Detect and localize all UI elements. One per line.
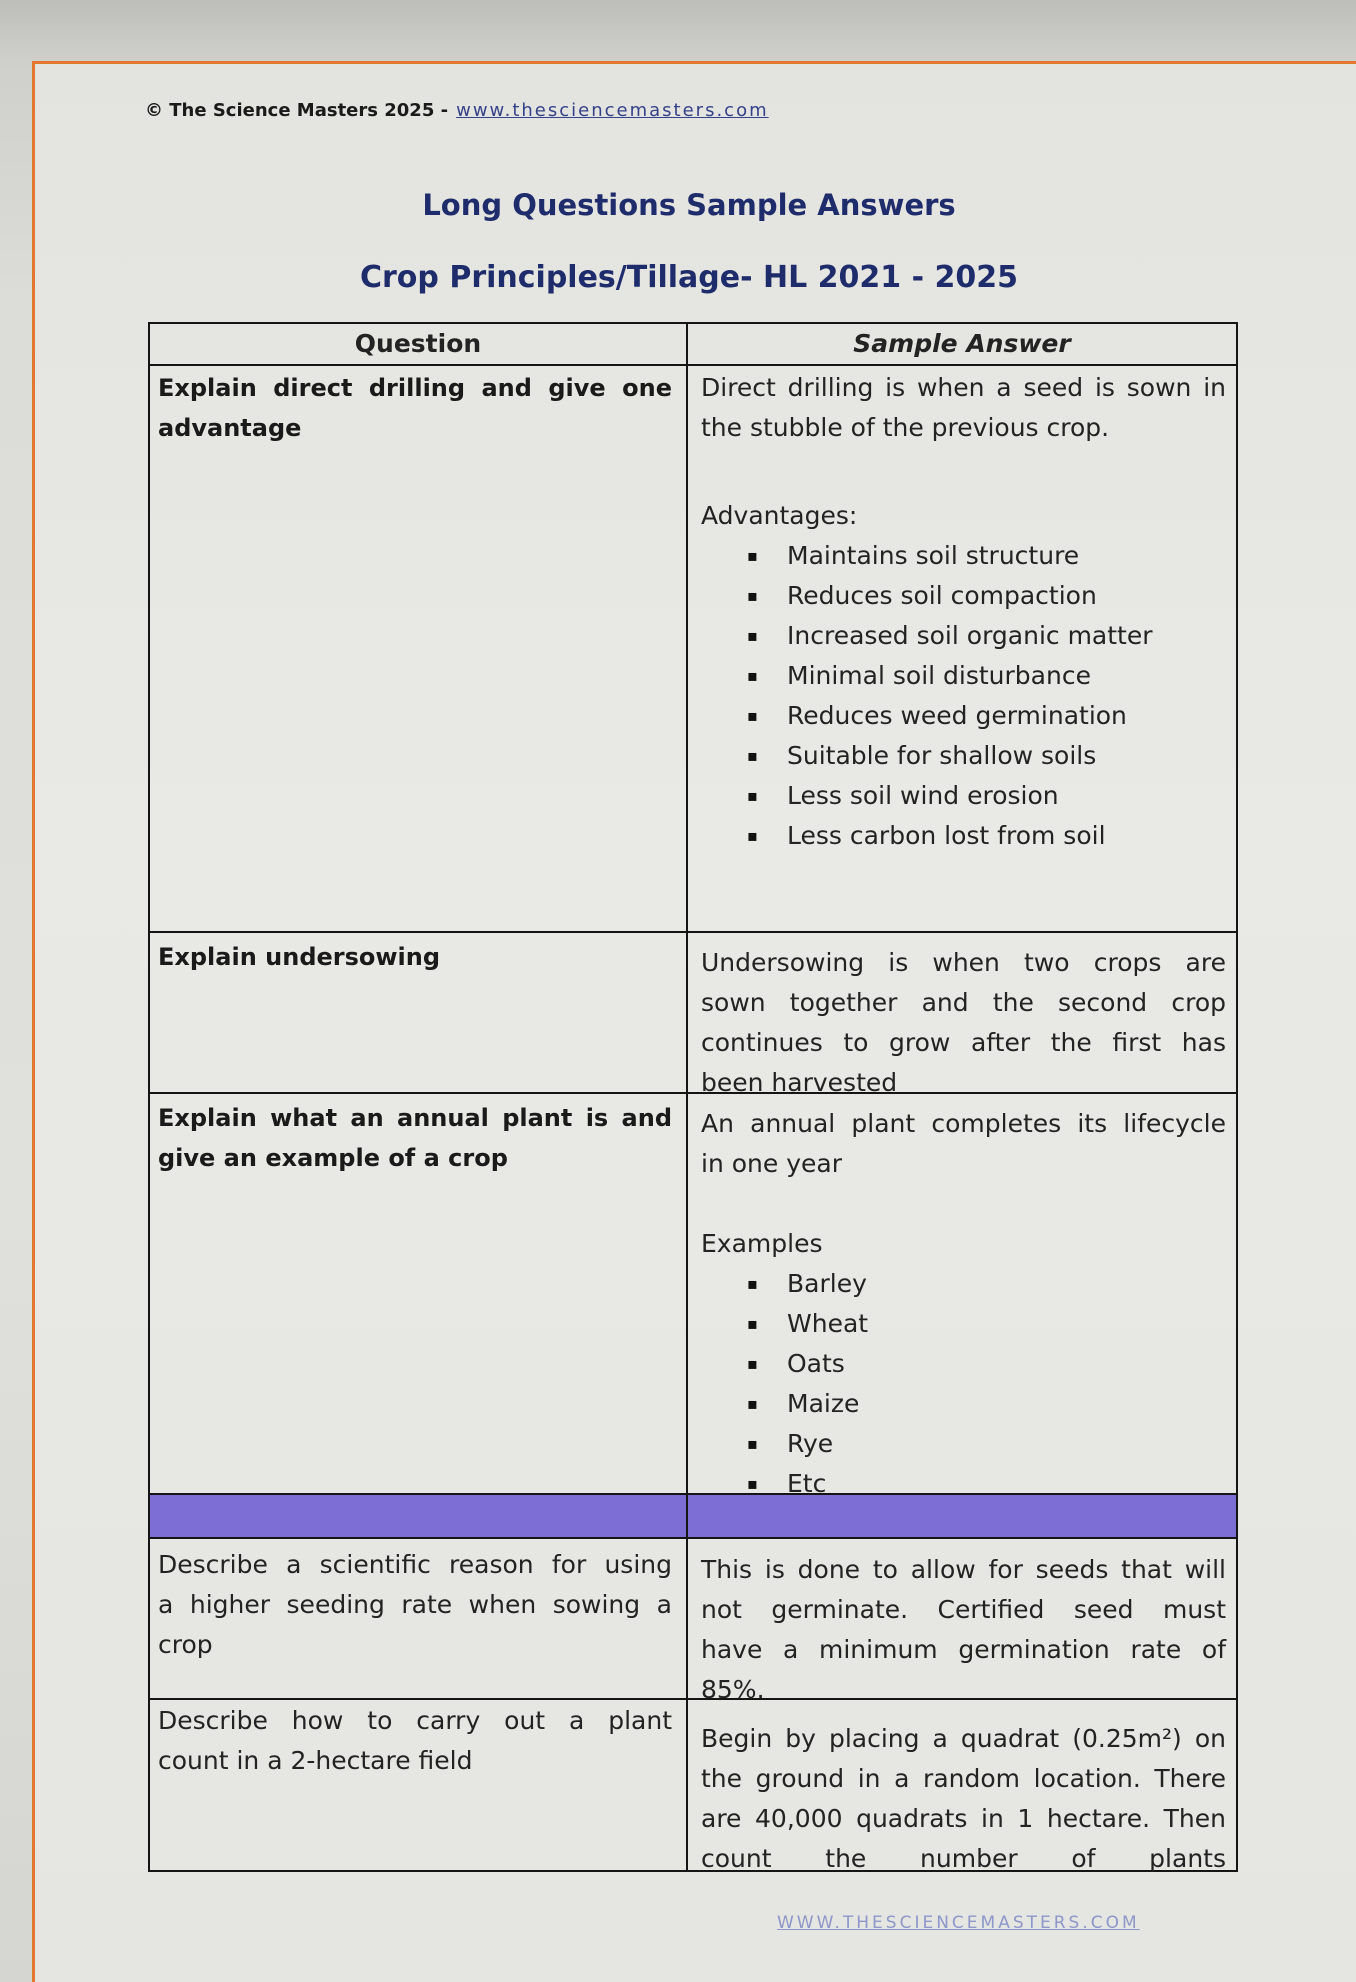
advantages-list <box>701 536 1226 856</box>
question-line: advantage <box>158 414 302 442</box>
answer-cell <box>688 366 1238 933</box>
answer-cell <box>688 1539 1238 1704</box>
question-line: crop <box>158 1630 213 1659</box>
answer-cell <box>688 1700 1238 1872</box>
qa-table <box>148 322 1238 1872</box>
list-item <box>701 1344 1226 1384</box>
answer-line: been harvested <box>701 1068 898 1097</box>
website-link[interactable]: www.thesciencemasters.com <box>456 100 769 121</box>
list-item <box>701 576 1226 616</box>
footer-website-link[interactable]: WWW.THESCIENCEMASTERS.COM <box>777 1913 1140 1933</box>
list-item-text: Wheat <box>787 1309 869 1338</box>
answer-line: 85%. <box>701 1675 765 1704</box>
answer-line: not germinate. Certified seed must <box>701 1595 1226 1624</box>
question-line: Describe a scientific reason for using <box>158 1550 672 1579</box>
question-cell <box>150 1094 688 1495</box>
answer-line: sown together and the second crop <box>701 988 1226 1017</box>
list-item-text: Minimal soil disturbance <box>787 661 1091 690</box>
list-title: Advantages: <box>701 501 858 530</box>
answer-line: the stubble of the previous crop. <box>701 413 1110 442</box>
bullet-icon: ▪ <box>747 786 758 805</box>
bullet-icon: ▪ <box>747 1434 758 1453</box>
column-header-answer: Sample Answer <box>688 324 1238 366</box>
page-subtitle: Crop Principles/Tillage- HL 2021 - 2025 <box>359 260 1019 295</box>
list-item-text: Reduces weed germination <box>787 701 1127 730</box>
list-item-text: Reduces soil compaction <box>787 581 1097 610</box>
question-line: Explain undersowing <box>158 943 441 971</box>
answer-line: count the number of plants <box>701 1844 1226 1873</box>
answer-line: Undersowing is when two crops are <box>701 948 1226 977</box>
copyright-text: © The Science Masters 2025 - <box>145 100 449 121</box>
bullet-icon: ▪ <box>747 626 758 645</box>
list-item <box>701 1384 1226 1424</box>
answer-cell <box>688 1094 1238 1498</box>
question-line: a higher seeding rate when sowing a <box>158 1590 672 1619</box>
list-item <box>701 1424 1226 1464</box>
list-item <box>701 696 1226 736</box>
copyright-note <box>145 99 769 123</box>
bullet-icon: ▪ <box>747 706 758 725</box>
question-cell <box>150 933 688 1094</box>
list-item-text: Less soil wind erosion <box>787 781 1059 810</box>
bullet-icon: ▪ <box>747 826 758 845</box>
answer-line: An annual plant completes its lifecycle <box>701 1109 1226 1138</box>
bullet-icon: ▪ <box>747 1394 758 1413</box>
list-item-text: Increased soil organic matter <box>787 621 1153 650</box>
question-line: Explain what an annual plant is and <box>158 1104 672 1132</box>
list-item-text: Oats <box>787 1349 845 1378</box>
answer-line: Direct drilling is when a seed is sown in <box>701 373 1226 402</box>
answer-line: are 40,000 quadrats in 1 hectare. Then <box>701 1804 1226 1833</box>
question-cell <box>150 1700 688 1872</box>
bullet-icon: ▪ <box>747 1474 758 1493</box>
list-item <box>701 656 1226 696</box>
list-item-text: Barley <box>787 1269 867 1298</box>
question-line: Explain direct drilling and give one <box>158 374 672 402</box>
list-item <box>701 776 1226 816</box>
bullet-icon: ▪ <box>747 546 758 565</box>
list-item-text: Maintains soil structure <box>787 541 1080 570</box>
examples-list <box>701 1264 1226 1504</box>
list-item <box>701 736 1226 776</box>
list-item <box>701 1264 1226 1304</box>
list-item <box>701 616 1226 656</box>
answer-line: continues to grow after the first has <box>701 1028 1226 1057</box>
highlight-band-left <box>150 1495 688 1539</box>
list-item <box>701 536 1226 576</box>
answer-line: This is done to allow for seeds that will <box>701 1555 1226 1584</box>
list-title: Examples <box>701 1229 823 1258</box>
question-line: give an example of a crop <box>158 1144 508 1172</box>
question-cell <box>150 366 688 933</box>
list-item-text: Less carbon lost from soil <box>787 821 1106 850</box>
bullet-icon: ▪ <box>747 746 758 765</box>
list-item-text: Etc <box>787 1469 827 1498</box>
page-title: Long Questions Sample Answers <box>422 188 956 222</box>
list-item <box>701 816 1226 856</box>
bullet-icon: ▪ <box>747 666 758 685</box>
bullet-icon: ▪ <box>747 1274 758 1293</box>
question-line: count in a 2-hectare field <box>158 1746 473 1775</box>
answer-line: have a minimum germination rate of <box>701 1635 1226 1664</box>
bullet-icon: ▪ <box>747 1354 758 1373</box>
bullet-icon: ▪ <box>747 586 758 605</box>
question-line: Describe how to carry out a plant <box>158 1706 672 1735</box>
answer-line: the ground in a random location. There <box>701 1764 1226 1793</box>
list-item-text: Maize <box>787 1389 860 1418</box>
list-item <box>701 1304 1226 1344</box>
bullet-icon: ▪ <box>747 1314 758 1333</box>
question-cell <box>150 1539 688 1700</box>
list-item-text: Suitable for shallow soils <box>787 741 1097 770</box>
list-item <box>701 1464 1226 1504</box>
list-item-text: Rye <box>787 1429 834 1458</box>
answer-line: in one year <box>701 1149 842 1178</box>
answer-line: Begin by placing a quadrat (0.25m²) on <box>701 1724 1226 1753</box>
column-header-question: Question <box>150 324 688 366</box>
answer-cell <box>688 933 1238 1097</box>
